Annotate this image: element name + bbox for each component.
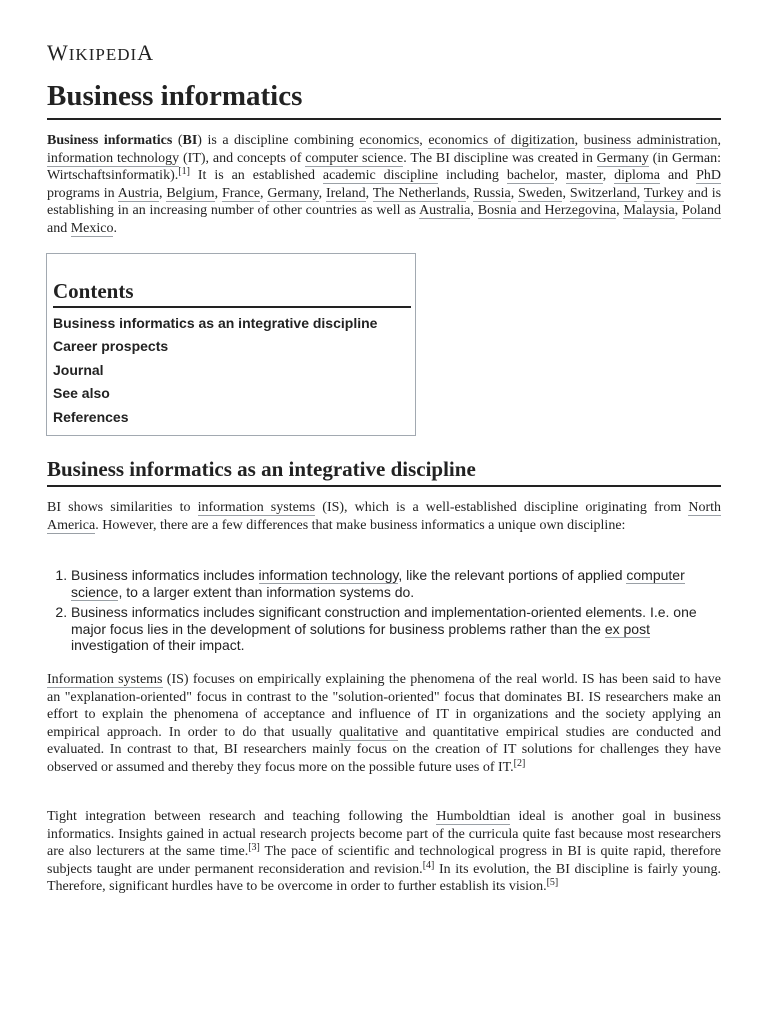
link-economics[interactable]: economics <box>359 133 420 148</box>
link-business-administration[interactable]: business administration <box>583 133 718 148</box>
intro-paragraph: Business informatics (BI) is a discipline combining economics, economics of digitization, business administration, information technology (IT), and concepts of computer science. The BI discipline was created in Germany (in German: Wirtschaftsinformatik).[1] It is an established academic discipline including bachelor, master, diploma and PhD programs in Austria, Belgium, France, Germany, Ireland, The Netherlands, Russia, Sweden, Switzerland, Turkey and is establishing in an increasing number of other countries as well as Australia, Bosnia and Herzegovina, Malaysia, Poland and Mexico. <box>47 133 722 236</box>
link-master[interactable]: master <box>565 168 603 183</box>
ref-2[interactable]: [2] <box>513 757 526 769</box>
link-information-technology[interactable]: information technology <box>47 150 180 166</box>
wikipedia-logo[interactable]: WIKIPEDIA <box>47 40 155 65</box>
differences-list <box>47 567 721 658</box>
link-germany-2[interactable]: Germany <box>267 185 319 201</box>
link-information-systems[interactable]: information systems <box>197 500 316 515</box>
link-the-netherlands[interactable]: The Netherlands <box>372 185 467 201</box>
section1-paragraph-1: BI shows similarities to information systems (IS), which is a well-established discipline originating from North America. However, there are a few differences that make business informatics a unique own discipline: <box>47 500 721 533</box>
section-heading-integrative-discipline: Business informatics as an integrative discipline <box>47 456 721 487</box>
link-bachelor[interactable]: bachelor <box>506 168 555 183</box>
link-turkey[interactable]: Turkey <box>643 185 684 201</box>
link-switzerland[interactable]: Switzerland <box>569 185 637 201</box>
link-belgium[interactable]: Belgium <box>166 185 215 201</box>
toc-item-see-also[interactable]: See also <box>53 385 110 402</box>
ref-3[interactable]: [3] <box>248 842 260 853</box>
page-title: Business informatics <box>47 78 721 120</box>
toc-list <box>53 314 377 431</box>
link-computer-science[interactable]: computer science <box>305 150 404 166</box>
link-information-systems-2[interactable]: Information systems <box>47 672 163 687</box>
list-item: 2. Business informatics includes significant construction and implementation-oriented elements. I.e. one major focus lies in the development of solutions for business problems rather than the ex post investigation of their impact. <box>71 604 721 654</box>
link-information-technology-2[interactable]: information technology <box>258 567 399 583</box>
link-russia[interactable]: Russia <box>473 185 511 201</box>
toc-title: Contents <box>53 278 411 308</box>
link-australia[interactable]: Australia <box>419 203 471 218</box>
link-humboldtian[interactable]: Humboldtian <box>436 809 511 824</box>
link-computer-science-2[interactable]: computer science <box>71 567 685 600</box>
ref-1[interactable]: [1] <box>178 166 190 177</box>
link-mexico[interactable]: Mexico <box>70 220 114 236</box>
ref-4[interactable]: [4] <box>422 859 435 871</box>
toc-item-journal[interactable]: Journal <box>53 361 104 378</box>
link-economics-of-digitization[interactable]: economics of digitization <box>428 133 575 148</box>
section1-paragraph-3: Tight integration between research and teaching following the Humboldtian ideal is another goal in business informatics. Insights gained in actual research projects become part of the curricula quite fast because most researchers are also lecturers at the same time.[3] The pace of scientific and technological progress in BI is quite rapid, therefore subjects taught are under permanent reconsideration and revision.[4] In its evolution, the BI discipline is fairly young. Therefore, significant hurdles have to be overcome in order to further establish its vision.[5] <box>47 809 722 894</box>
link-austria[interactable]: Austria <box>117 185 159 201</box>
link-ireland[interactable]: Ireland <box>325 185 366 201</box>
toc-item-references[interactable]: References <box>53 408 129 425</box>
list-item: 1. Business informatics includes information technology, like the relevant portions of applied computer science, to a larger extent than information systems do. <box>71 567 721 600</box>
link-north-america[interactable]: North America <box>47 500 721 533</box>
link-academic-discipline[interactable]: academic discipline <box>322 168 439 183</box>
section1-paragraph-2: Information systems (IS) focuses on empirically explaining the phenomena of the real world. IS has been said to have an "explanation-oriented" focus in contrast to the "solution-oriented" focus that dominates BI. IS researchers make an effort to explain the phenomena of acceptance and influence of IT in organizations and the society applying an empirical approach. In order to do that usually qualitative and quantitative empirical studies are conducted and evaluated. In contrast to that, BI researchers mainly focus on the creation of IT solutions for challenges they have observed or assumed and thereby they focus more on the possible future uses of IT.[2] <box>47 672 722 775</box>
link-france[interactable]: France <box>221 185 261 201</box>
link-bosnia-and-herzegovina[interactable]: Bosnia and Herzegovina <box>477 203 617 218</box>
link-malaysia[interactable]: Malaysia <box>623 203 675 218</box>
toc-item-integrative-discipline[interactable]: Business informatics as an integrative discipline <box>53 315 378 331</box>
link-poland[interactable]: Poland <box>682 203 722 218</box>
ref-5[interactable]: [5] <box>546 877 559 888</box>
link-phd[interactable]: PhD <box>696 168 721 183</box>
toc-item-career-prospects[interactable]: Career prospects <box>53 338 169 355</box>
table-of-contents <box>46 253 416 436</box>
link-sweden[interactable]: Sweden <box>518 185 563 201</box>
link-germany[interactable]: Germany <box>596 150 649 166</box>
link-ex-post[interactable]: ex post <box>604 620 650 637</box>
link-diploma[interactable]: diploma <box>614 168 661 183</box>
link-qualitative[interactable]: qualitative <box>339 724 399 740</box>
